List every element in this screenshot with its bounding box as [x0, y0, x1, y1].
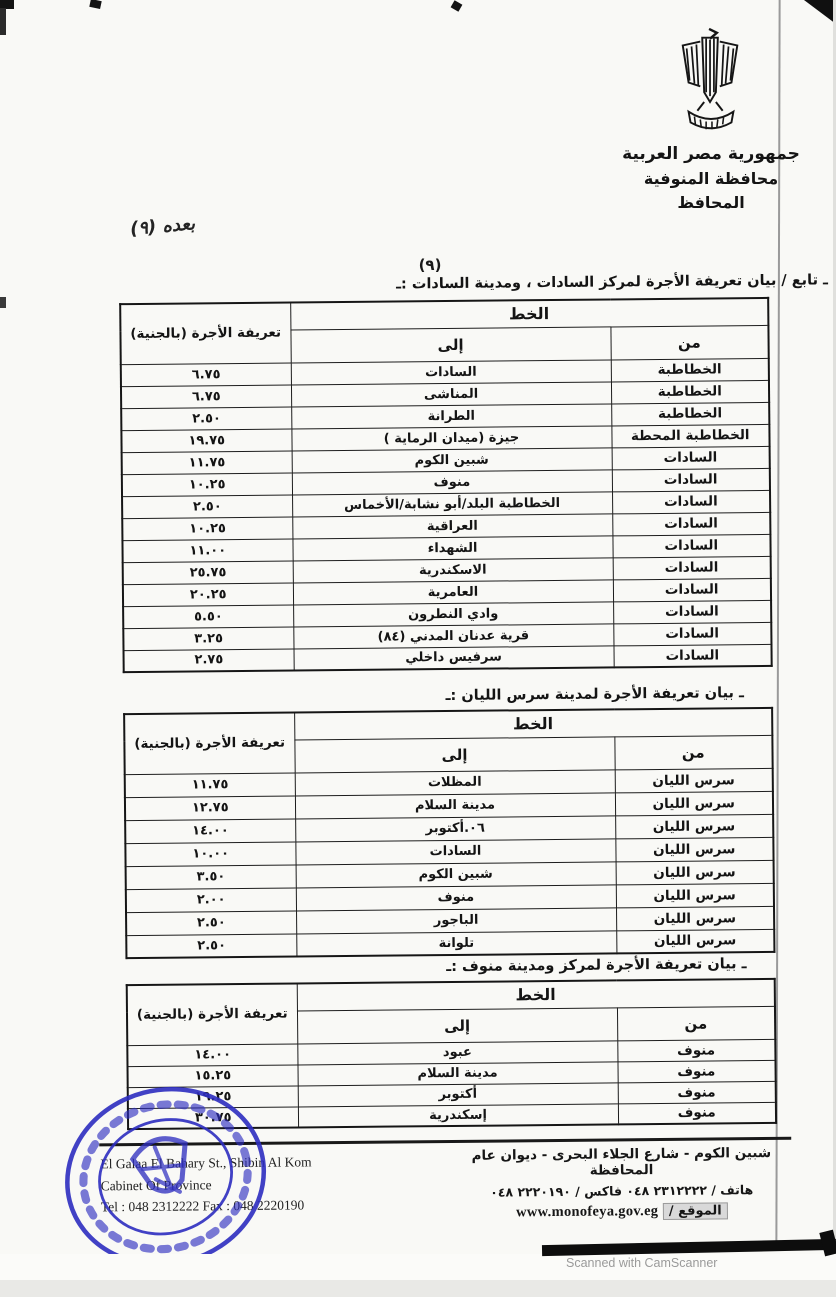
to-cell: ٠٦.أكتوبر: [295, 815, 615, 841]
to-cell: الاسكندرية: [293, 557, 613, 582]
fare-cell: ١٥.٢٥: [127, 1064, 297, 1087]
from-cell: السادات: [613, 578, 771, 602]
from-cell: منوف: [617, 1039, 775, 1062]
fare-cell: ٢.٥٠: [126, 910, 296, 935]
from-cell: سرس الليان: [615, 837, 773, 862]
fare-cell: ١١.٧٥: [122, 451, 292, 475]
from-cell: السادات: [612, 512, 770, 536]
table-title-menouf: ـ بيان تعريفة الأجرة لمركز ومدينة منوف :ـ: [446, 956, 746, 975]
footer-arabic: [451, 1145, 792, 1222]
table-title-sadat: ـ تابع / بيان تعريفة الأجرة لمركز السادات ، ومدينة السادات :ـ: [396, 272, 828, 292]
fare-cell: ١١.٧٥: [125, 772, 295, 797]
to-cell: شبين الكوم: [296, 861, 616, 887]
fare-header-cell: تعريفة الأجرة (بالجنية): [127, 983, 298, 1045]
to-header-cell: إلى: [294, 736, 614, 772]
to-cell: منوف: [292, 469, 612, 494]
from-header-cell: من: [610, 325, 768, 360]
footer-address-ar: شبين الكوم - شارع الجلاء البحرى - ديوان عام المحافظة: [451, 1145, 791, 1180]
fare-cell: ١٢.٧٥: [125, 795, 295, 820]
from-cell: منوف: [617, 1060, 775, 1083]
republic-title: جمهورية مصر العربية: [596, 144, 826, 164]
footer-phone-en: Tel : 048 2312222 Fax : 048 2220190: [101, 1194, 411, 1219]
from-cell: السادات: [613, 622, 771, 646]
governorate-title: محافظة المنوفية: [596, 169, 826, 188]
to-header-cell: إلى: [290, 326, 610, 362]
to-header-cell: إلى: [297, 1007, 617, 1043]
from-cell: منوف: [618, 1081, 776, 1104]
from-cell: الخطاطبة المحطة: [611, 424, 769, 448]
fare-cell: ٢.٠٠: [126, 887, 296, 912]
to-cell: إسكندرية: [298, 1103, 618, 1127]
fare-cell: ١٠.٢٥: [122, 517, 292, 541]
from-cell: سرس الليان: [615, 768, 773, 793]
to-cell: وادي النطرون: [293, 601, 613, 626]
fare-row: [126, 929, 774, 958]
line-header-cell: الخط: [290, 298, 768, 330]
fare-cell: ١٤.٠٠: [125, 818, 295, 843]
fare-cell: ٦.٧٥: [121, 363, 291, 387]
to-cell: الطرانة: [291, 403, 611, 428]
to-cell: أكتوبر: [298, 1082, 618, 1106]
from-cell: السادات: [613, 600, 771, 624]
from-cell: السادات: [612, 468, 770, 492]
from-cell: السادات: [613, 644, 771, 668]
from-cell: الخطاطبة: [611, 358, 769, 382]
fare-cell: ٦.٧٥: [121, 385, 291, 409]
to-cell: جيزة (ميدان الرماية ): [291, 425, 611, 450]
fare-cell: ٥.٥٠: [123, 605, 293, 629]
footer-address-en: El Galaa El Bahary St., Shibin Al Kom: [100, 1150, 410, 1175]
to-cell: مدينة السلام: [295, 792, 615, 818]
fare-cell: ١٤.٠٠: [127, 1043, 297, 1066]
website-label: الموقع /: [663, 1202, 728, 1220]
fare-cell: ٢.٥٠: [121, 407, 291, 431]
footer-office-en: Cabinet Of Province: [101, 1172, 411, 1197]
governor-title: المحافظ: [596, 193, 826, 212]
from-header-cell: من: [614, 735, 772, 770]
fare-cell: ٢.٧٥: [124, 648, 294, 672]
from-cell: السادات: [612, 490, 770, 514]
to-cell: الخطاطبة البلد/أبو نشابة/الأخماس: [292, 491, 612, 516]
to-cell: السادات: [295, 838, 615, 864]
from-cell: الخطاطبة: [611, 402, 769, 426]
to-cell: العراقية: [292, 513, 612, 538]
from-cell: منوف: [618, 1102, 776, 1125]
fare-cell: ١١.٠٠: [122, 539, 292, 563]
from-cell: سرس الليان: [616, 883, 774, 908]
from-cell: سرس الليان: [616, 929, 774, 954]
fare-cell: ٢.٥٠: [126, 933, 296, 958]
from-cell: سرس الليان: [615, 814, 773, 839]
to-cell: تلوانة: [296, 930, 616, 956]
fare-cell: ٣.٢٥: [123, 627, 293, 651]
to-cell: سرفيس داخلي: [293, 645, 613, 670]
fare-cell: ٢.٥٠: [122, 495, 292, 519]
fare-cell: ٣.٥٠: [126, 864, 296, 889]
line-header-cell: الخط: [294, 708, 772, 740]
to-cell: السادات: [291, 359, 611, 384]
to-cell: الباجور: [296, 907, 616, 933]
fare-cell: ٣٠.٧٥: [128, 1106, 298, 1129]
fare-table-sadat: [119, 297, 773, 673]
to-cell: شبين الكوم: [292, 447, 612, 472]
fare-cell: ١٠.٠٠: [125, 841, 295, 866]
to-cell: العامرية: [293, 579, 613, 604]
fare-header-cell: تعريفة الأجرة (بالجنية): [124, 712, 295, 774]
table-title-sers-ellyan: ـ بيان تعريفة الأجرة لمدينة سرس الليان :ـ: [445, 685, 744, 704]
to-cell: الشهداء: [292, 535, 612, 560]
to-cell: المناشى: [291, 381, 611, 406]
camscanner-note: Scanned with CamScanner: [566, 1256, 717, 1270]
from-cell: سرس الليان: [616, 906, 774, 931]
fare-cell: ١٩.٧٥: [121, 429, 291, 453]
page-number: (٩): [404, 256, 456, 274]
fare-cell: ١٠.٢٥: [122, 473, 292, 497]
to-cell: قرية عدنان المدني (٨٤): [293, 623, 613, 648]
from-cell: سرس الليان: [615, 791, 773, 816]
to-cell: منوف: [296, 884, 616, 910]
from-cell: السادات: [612, 446, 770, 470]
fare-cell: ٢٠.٢٥: [123, 583, 293, 607]
website-url: www.monofeya.gov.eg: [516, 1203, 658, 1221]
from-header-cell: من: [617, 1006, 775, 1041]
line-header-cell: الخط: [297, 979, 775, 1011]
from-cell: سرس الليان: [616, 860, 774, 885]
to-cell: المظلات: [295, 769, 615, 795]
footer-website-line: [452, 1202, 792, 1222]
from-cell: السادات: [613, 556, 771, 580]
from-cell: السادات: [612, 534, 770, 558]
to-cell: مدينة السلام: [297, 1061, 617, 1085]
footer-phone-ar: هاتف / ٢٣١٢٢٢٢ ٠٤٨ فاكس / ٢٢٢٠١٩٠ ٠٤٨: [452, 1182, 792, 1200]
fare-cell: ١٩.٢٥: [128, 1085, 298, 1108]
fare-table-sers-ellyan: [123, 707, 775, 959]
from-cell: الخطاطبة: [611, 380, 769, 404]
fare-header-cell: تعريفة الأجرة (بالجنية): [120, 303, 291, 365]
fare-cell: ٢٥.٧٥: [123, 561, 293, 585]
handwritten-note: بعده (٩): [129, 213, 196, 240]
to-cell: عبود: [297, 1040, 617, 1064]
